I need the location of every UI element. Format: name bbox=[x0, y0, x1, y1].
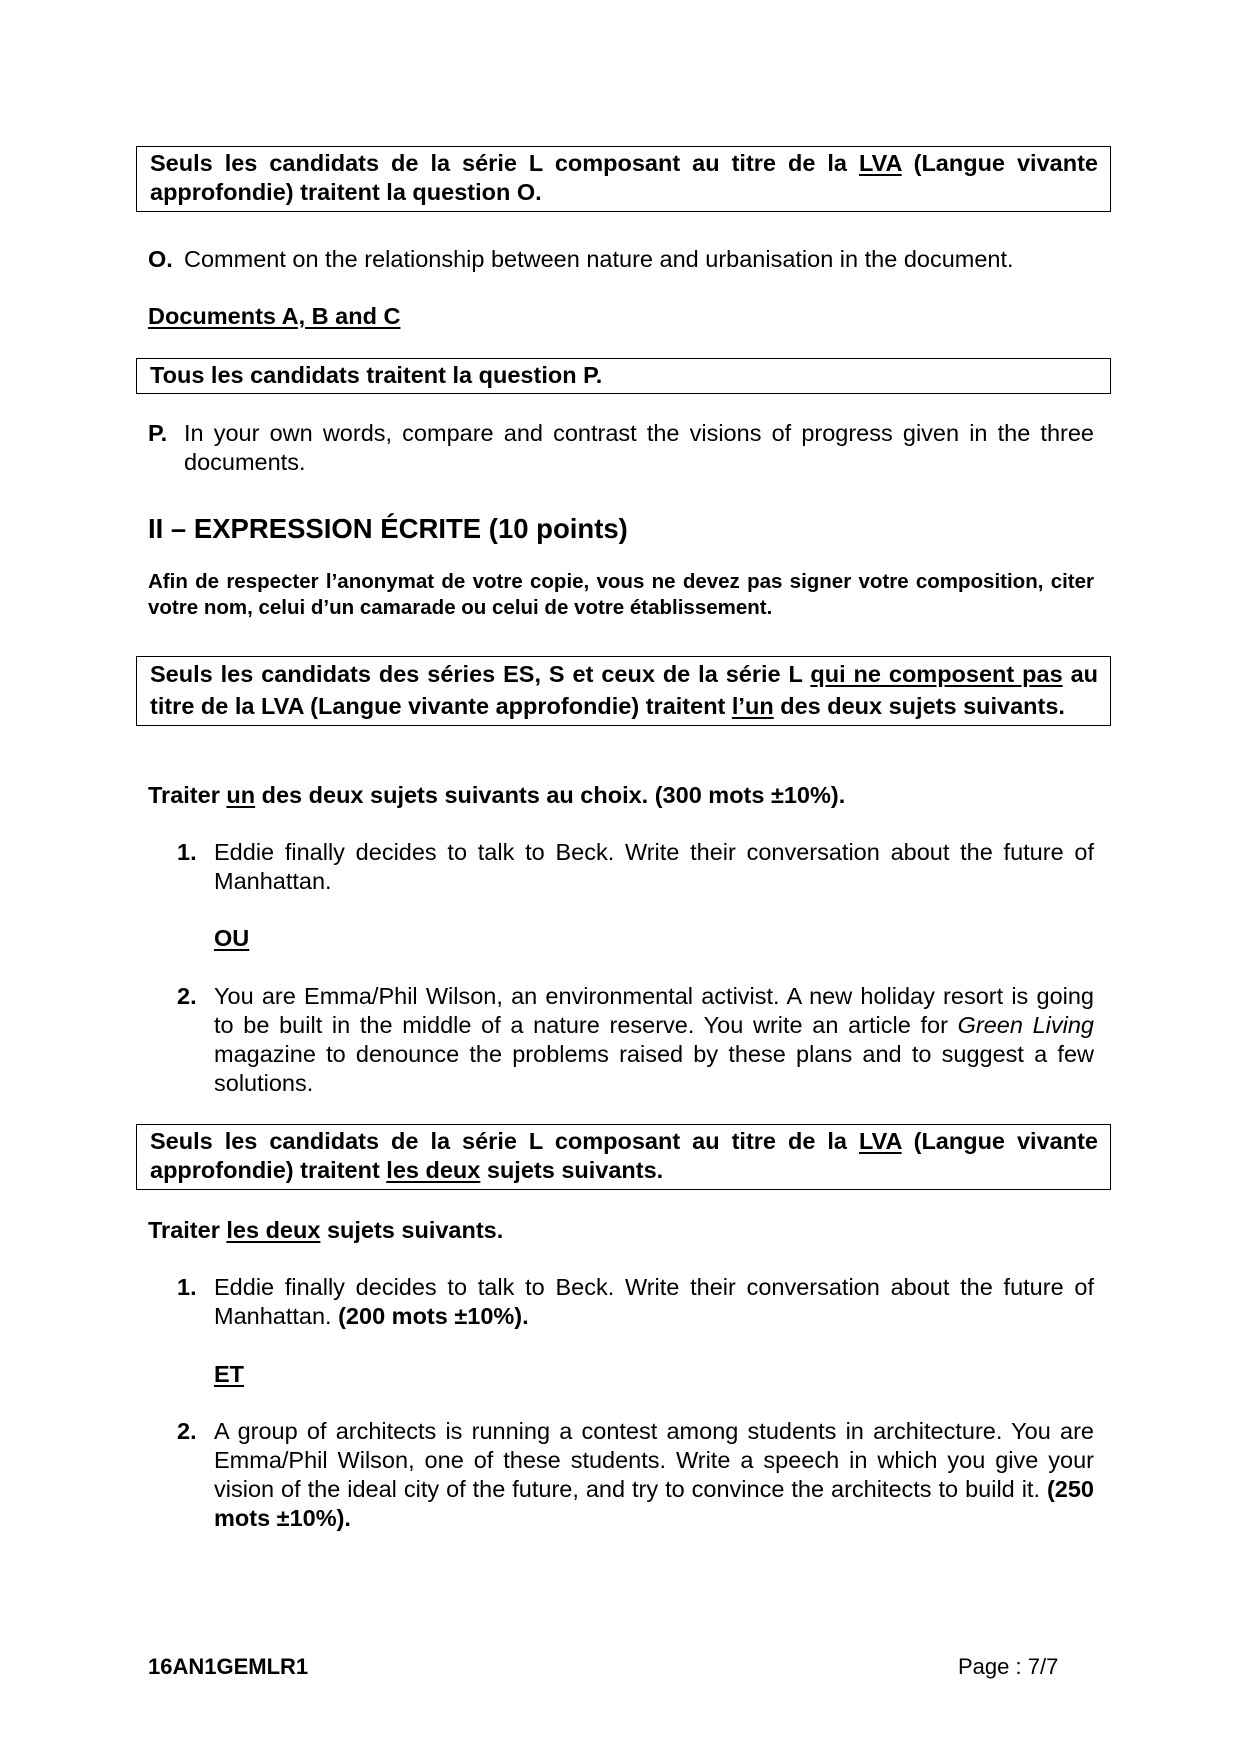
item-text: A group of architects is running a contest among students in architecture. You are Emma/Phil Wilson, one of these students. Write a speech in which you give your vision of the ideal city of the future, and try to convince the architects to build it. bbox=[214, 1418, 1094, 1502]
notice-underlined-qui-ne-composent-pas: qui ne composent pas bbox=[810, 661, 1063, 687]
section-title: II – EXPRESSION ÉCRITE (10 points) bbox=[148, 513, 628, 544]
notice-underlined-lva: LVA bbox=[858, 150, 902, 176]
instruction-underlined-un: un bbox=[226, 782, 256, 808]
both-instruction bbox=[148, 1216, 503, 1245]
notice-text: Seuls les candidats de la série L composant au titre de la bbox=[150, 150, 859, 176]
instruction-text: Traiter bbox=[148, 782, 227, 808]
both-item-1-text bbox=[214, 1273, 1094, 1331]
notice-box-non-lva bbox=[136, 656, 1111, 726]
notice-underlined-lva: LVA bbox=[858, 1128, 902, 1154]
notice-underlined-les-deux: les deux bbox=[386, 1157, 481, 1183]
footer-page-number: Page : 7/7 bbox=[958, 1654, 1059, 1679]
instruction-text: Traiter bbox=[148, 1217, 227, 1243]
notice-text: Seuls les candidats de la série L composant au titre de la bbox=[150, 1128, 859, 1154]
both-item-2-text bbox=[214, 1417, 1094, 1533]
or-label: OU bbox=[214, 925, 250, 951]
both-item-1-number: 1. bbox=[177, 1274, 197, 1300]
question-p-text: In your own words, compare and contrast the visions of progress given in the three documents. bbox=[184, 420, 1094, 475]
question-o-label: O. bbox=[148, 246, 173, 272]
choice-instruction bbox=[148, 781, 845, 810]
choice-item-1-number: 1. bbox=[177, 839, 197, 865]
item-text-end: magazine to denounce the problems raised by these plans and to suggest a few solutions. bbox=[214, 1041, 1094, 1096]
notice-text-end: (Langue vivante approfondie) traitent la question O. bbox=[150, 150, 1098, 205]
choice-item-2-text bbox=[214, 982, 1094, 1098]
anonymity-notice: Afin de respecter l’anonymat de votre copie, vous ne devez pas signer votre composition, citer votre nom, celui d’un camarade ou celui de votre établissement. bbox=[148, 570, 1094, 619]
magazine-title: Green Living bbox=[957, 1012, 1094, 1038]
documents-heading: Documents A, B and C bbox=[148, 303, 401, 329]
notice-text-end: des deux sujets suivants. bbox=[773, 693, 1065, 719]
notice-text-end: sujets suivants. bbox=[480, 1157, 664, 1183]
notice-box-lva-both bbox=[136, 1124, 1111, 1190]
choice-item-1-text: Eddie finally decides to talk to Beck. Write their conversation about the future of Manhattan. bbox=[214, 839, 1094, 894]
both-item-2-number: 2. bbox=[177, 1418, 197, 1444]
notice-box-lva-question-o bbox=[136, 146, 1111, 212]
item-text: Eddie finally decides to talk to Beck. Write their conversation about the future of Manhattan. bbox=[214, 1274, 1094, 1329]
notice-text-mid: (Langue vivante approfondie) traitent bbox=[150, 1128, 1098, 1183]
word-count: (250 mots ±10%). bbox=[214, 1476, 1094, 1531]
notice-text: Seuls les candidats des séries ES, S et ceux de la série L bbox=[150, 661, 811, 687]
word-count: (200 mots ±10%). bbox=[338, 1303, 529, 1329]
question-p-label: P. bbox=[148, 420, 168, 446]
question-o-text: Comment on the relationship between nature and urbanisation in the document. bbox=[184, 246, 1014, 272]
choice-item-2-number: 2. bbox=[177, 983, 197, 1009]
notice-box-question-p bbox=[136, 358, 1111, 394]
notice-text-mid: au titre de la LVA (Langue vivante approfondie) traitent bbox=[150, 661, 1099, 719]
instruction-text-end: des deux sujets suivants au choix. (300 mots ±10%). bbox=[255, 782, 846, 808]
notice-text: Tous les candidats traitent la question P. bbox=[150, 362, 603, 388]
item-text: You are Emma/Phil Wilson, an environmental activist. A new holiday resort is going to be built in the middle of a nature reserve. You write an article for bbox=[214, 983, 1094, 1038]
footer-code: 16AN1GEMLR1 bbox=[148, 1654, 309, 1679]
instruction-text-end: sujets suivants. bbox=[320, 1217, 504, 1243]
and-label: ET bbox=[214, 1361, 245, 1387]
instruction-underlined-les-deux: les deux bbox=[226, 1217, 321, 1243]
notice-underlined-l-un: l’un bbox=[731, 693, 774, 719]
